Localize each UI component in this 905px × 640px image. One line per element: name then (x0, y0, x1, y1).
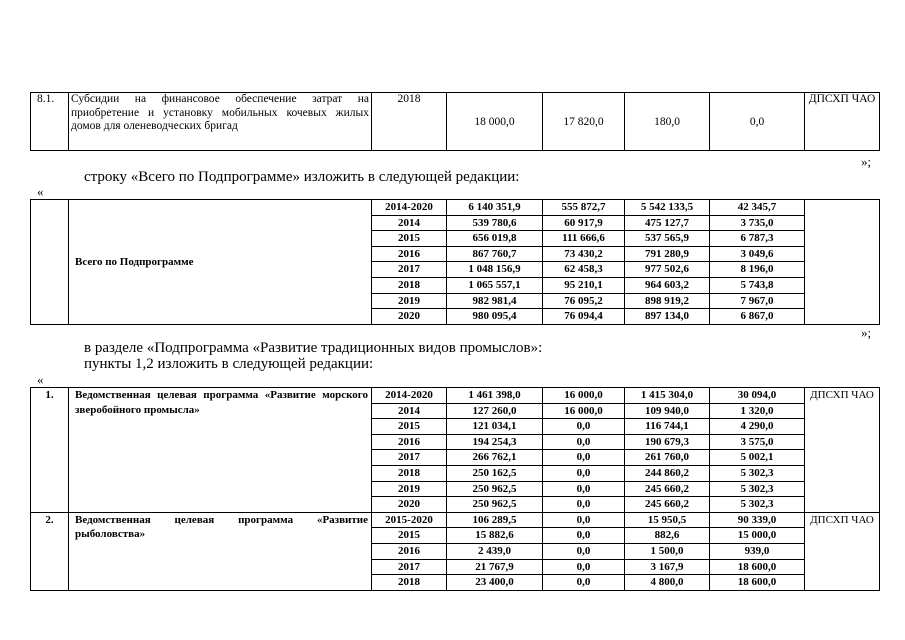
row-value-2: 73 430,2 (543, 246, 625, 262)
row-value-4: 6 787,3 (710, 231, 805, 247)
row-value-total: 23 400,0 (447, 575, 543, 591)
row-year: 2018 (372, 465, 447, 481)
row-value-total: 106 289,5 (447, 512, 543, 528)
row-year: 2016 (372, 434, 447, 450)
row-value-2: 76 095,2 (543, 293, 625, 309)
row-value-3: 1 415 304,0 (625, 388, 710, 404)
row-value-3: 5 542 133,5 (625, 200, 710, 216)
row-value-3: 245 660,2 (625, 497, 710, 513)
row-year: 2017 (372, 559, 447, 575)
closing-quote: »; (861, 154, 872, 169)
row-number: 8.1. (31, 93, 69, 151)
closing-quote: »; (861, 325, 872, 340)
row-year: 2015-2020 (372, 512, 447, 528)
row-value-3: 15 950,5 (625, 512, 710, 528)
row-value-4: 6 867,0 (710, 309, 805, 325)
row-value-4: 18 600,0 (710, 575, 805, 591)
row-value-3: 977 502,6 (625, 262, 710, 278)
row-year: 2014-2020 (372, 200, 447, 216)
row-value-total: 250 962,5 (447, 497, 543, 513)
row-value-2: 0,0 (543, 497, 625, 513)
row-value-total: 656 019,8 (447, 231, 543, 247)
row-value-3: 537 565,9 (625, 231, 710, 247)
row-value-total: 250 962,5 (447, 481, 543, 497)
row-value-2: 16 000,0 (543, 388, 625, 404)
row-value-3: 245 660,2 (625, 481, 710, 497)
row-value-total: 980 095,4 (447, 309, 543, 325)
row-value-4: 3 735,0 (710, 215, 805, 231)
row-value-4: 5 302,3 (710, 497, 805, 513)
row-name: Ведомственная целевая программа «Развитие рыболовства» (69, 512, 372, 590)
row-executor: ДПСХП ЧАО (805, 512, 880, 590)
opening-quote: « (37, 184, 44, 199)
row-value-4: 18 600,0 (710, 559, 805, 575)
row-value-2: 555 872,7 (543, 200, 625, 216)
paragraph-1: строку «Всего по Подпрограмме» изложить в следующей редакции: (84, 169, 520, 185)
row-year: 2018 (372, 93, 447, 151)
row-name: Ведомственная целевая программа «Развитие морского зверобойного промысла» (69, 388, 372, 513)
row-value-3: 964 603,2 (625, 277, 710, 293)
row-value-2: 0,0 (543, 434, 625, 450)
row-year: 2018 (372, 575, 447, 591)
row-value-2: 60 917,9 (543, 215, 625, 231)
row-year: 2020 (372, 497, 447, 513)
paragraph-2: в разделе «Подпрограмма «Развитие традиционных видов промыслов»: (84, 340, 543, 356)
row-year: 2019 (372, 293, 447, 309)
row-value-total: 250 162,5 (447, 465, 543, 481)
row-year: 2014-2020 (372, 388, 447, 404)
row-value-4: 5 743,8 (710, 277, 805, 293)
row-value-2: 0,0 (543, 419, 625, 435)
row-name: Всего по Подпрограмме (69, 200, 372, 325)
row-value-total: 15 882,6 (447, 528, 543, 544)
row-value-2: 0,0 (543, 512, 625, 528)
row-value-3: 897 134,0 (625, 309, 710, 325)
row-value-4: 4 290,0 (710, 419, 805, 435)
row-value-2: 16 000,0 (543, 403, 625, 419)
row-value-4: 5 002,1 (710, 450, 805, 466)
row-value-4: 1 320,0 (710, 403, 805, 419)
row-value-4: 42 345,7 (710, 200, 805, 216)
row-executor: ДПСХП ЧАО (805, 388, 880, 513)
row-year: 2017 (372, 262, 447, 278)
row-executor: ДПСХП ЧАО (805, 93, 880, 151)
row-value-3: 898 919,2 (625, 293, 710, 309)
row-value-2: 17 820,0 (543, 93, 625, 151)
opening-quote: « (37, 372, 44, 387)
row-value-3: 475 127,7 (625, 215, 710, 231)
row-value-total: 1 048 156,9 (447, 262, 543, 278)
row-value-3: 1 500,0 (625, 543, 710, 559)
row-value-3: 180,0 (625, 93, 710, 151)
row-value-3: 882,6 (625, 528, 710, 544)
row-value-3: 791 280,9 (625, 246, 710, 262)
row-value-4: 0,0 (710, 93, 805, 151)
row-value-3: 3 167,9 (625, 559, 710, 575)
row-value-total: 121 034,1 (447, 419, 543, 435)
row-value-total: 6 140 351,9 (447, 200, 543, 216)
row-value-3: 116 744,1 (625, 419, 710, 435)
subprogram-total-table (30, 199, 880, 325)
row-number: 1. (31, 388, 69, 513)
row-value-4: 90 339,0 (710, 512, 805, 528)
row-value-4: 3 575,0 (710, 434, 805, 450)
row-value-2: 0,0 (543, 559, 625, 575)
row-year: 2016 (372, 543, 447, 559)
row-year: 2016 (372, 246, 447, 262)
row-value-total: 867 760,7 (447, 246, 543, 262)
row-value-2: 111 666,6 (543, 231, 625, 247)
row-value-total: 127 260,0 (447, 403, 543, 419)
table-row-8-1 (30, 92, 880, 151)
row-value-3: 190 679,3 (625, 434, 710, 450)
row-value-2: 0,0 (543, 528, 625, 544)
row-value-2: 0,0 (543, 543, 625, 559)
row-value-total: 2 439,0 (447, 543, 543, 559)
row-year: 2014 (372, 215, 447, 231)
row-value-total: 982 981,4 (447, 293, 543, 309)
row-value-2: 0,0 (543, 481, 625, 497)
row-number: 2. (31, 512, 69, 590)
row-value-4: 3 049,6 (710, 246, 805, 262)
row-name: Субсидии на финансовое обеспечение затрат на приобретение и установку мобильных кочевых жилых домов для оленеводческих бригад (69, 93, 372, 151)
table-row (31, 512, 880, 528)
row-value-total: 539 780,6 (447, 215, 543, 231)
row-value-total: 18 000,0 (447, 93, 543, 151)
row-value-4: 5 302,3 (710, 465, 805, 481)
row-year: 2018 (372, 277, 447, 293)
row-value-4: 939,0 (710, 543, 805, 559)
programs-table (30, 387, 880, 591)
row-value-total: 1 461 398,0 (447, 388, 543, 404)
row-value-2: 0,0 (543, 465, 625, 481)
row-value-2: 76 094,4 (543, 309, 625, 325)
row-year: 2014 (372, 403, 447, 419)
row-value-4: 7 967,0 (710, 293, 805, 309)
row-year: 2019 (372, 481, 447, 497)
row-value-total: 266 762,1 (447, 450, 543, 466)
row-value-2: 0,0 (543, 450, 625, 466)
row-year: 2015 (372, 419, 447, 435)
table-row (31, 388, 880, 404)
row-year: 2017 (372, 450, 447, 466)
row-value-2: 62 458,3 (543, 262, 625, 278)
row-value-2: 95 210,1 (543, 277, 625, 293)
row-value-total: 1 065 557,1 (447, 277, 543, 293)
row-number (31, 200, 69, 325)
row-value-4: 15 000,0 (710, 528, 805, 544)
row-value-3: 244 860,2 (625, 465, 710, 481)
row-value-3: 261 760,0 (625, 450, 710, 466)
row-value-total: 21 767,9 (447, 559, 543, 575)
row-year: 2015 (372, 528, 447, 544)
row-value-total: 194 254,3 (447, 434, 543, 450)
row-executor (805, 200, 880, 325)
row-year: 2015 (372, 231, 447, 247)
row-value-3: 4 800,0 (625, 575, 710, 591)
row-year: 2020 (372, 309, 447, 325)
row-value-3: 109 940,0 (625, 403, 710, 419)
table-row (31, 200, 880, 216)
row-value-4: 30 094,0 (710, 388, 805, 404)
row-value-4: 5 302,3 (710, 481, 805, 497)
row-value-2: 0,0 (543, 575, 625, 591)
paragraph-3: пункты 1,2 изложить в следующей редакции: (84, 356, 374, 372)
row-value-4: 8 196,0 (710, 262, 805, 278)
